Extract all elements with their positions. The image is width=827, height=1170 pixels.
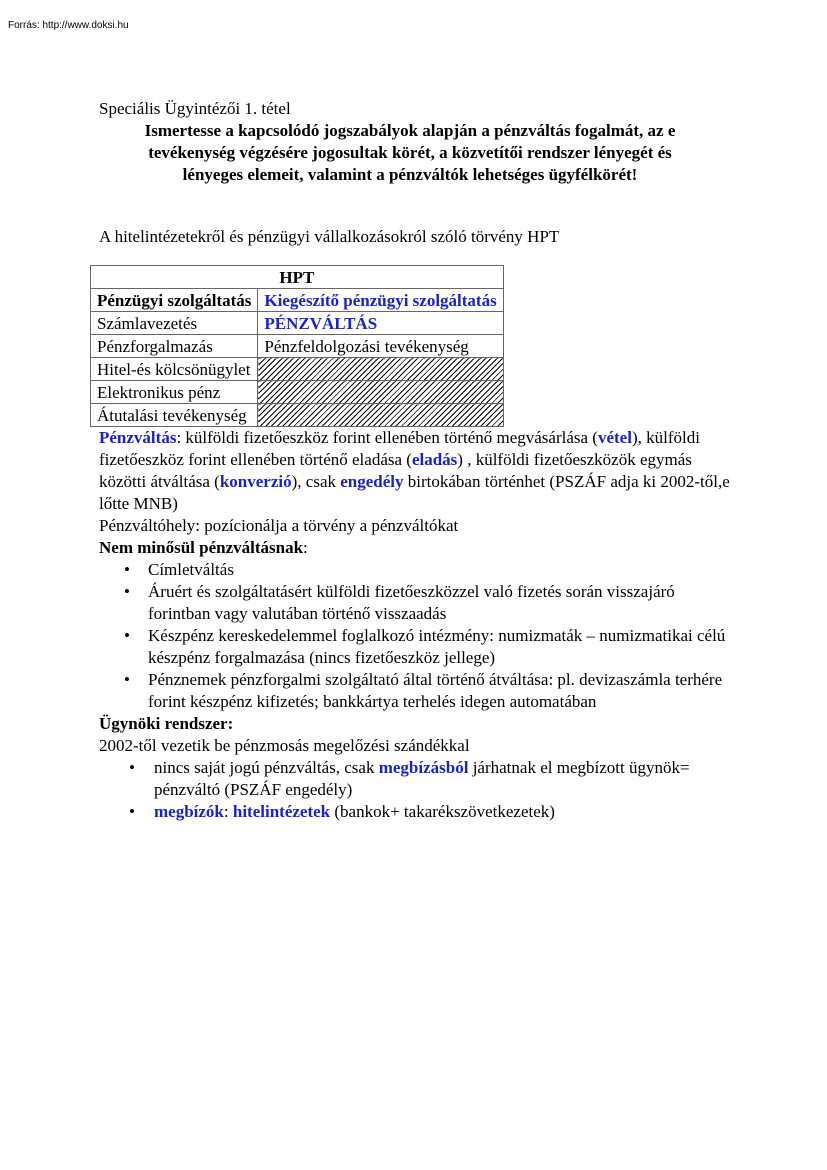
table-cell: Hitel-és kölcsönügylet <box>91 358 258 381</box>
keyword: eladás <box>411 450 458 469</box>
keyword: konverzió <box>219 472 292 491</box>
table-row <box>91 404 504 427</box>
table-title: HPT <box>91 266 504 289</box>
table-cell: Számlavezetés <box>91 312 258 335</box>
definition-paragraph <box>99 427 739 515</box>
list-item <box>124 559 739 581</box>
hatched-cell <box>258 358 503 381</box>
list-item-text: : <box>223 802 233 821</box>
list-item-text: járhatnak el megbízott ügynök= pénzváltó (PSZÁF engedély) <box>154 758 690 799</box>
heading-line: tevékenység végzésére jogosultak körét, a közvetítői rendszer lényegét és <box>148 143 672 162</box>
place-paragraph: Pénzváltóhely: pozícionálja a törvény a pénzváltókat <box>99 516 459 535</box>
bullet-icon: • <box>124 560 130 579</box>
table-header-cell: Pénzügyi szolgáltatás <box>91 289 258 312</box>
table-header-cell: Kiegészítő pénzügyi szolgáltatás <box>258 289 503 312</box>
keyword: engedély <box>340 472 404 491</box>
source-note: Forrás: http://www.doksi.hu <box>8 20 129 31</box>
table-row <box>91 358 504 381</box>
table-row <box>91 335 504 358</box>
table-cell: Pénzfeldolgozási tevékenység <box>258 335 503 358</box>
bullet-icon: • <box>124 626 130 645</box>
bullet-icon: • <box>129 758 135 777</box>
table-cell: Pénzforgalmazás <box>91 335 258 358</box>
agent-title: Ügynöki rendszer: <box>99 714 234 733</box>
section-title: Nem minősül pénzváltásnak <box>99 538 304 557</box>
heading-line: lényeges elemeit, valamint a pénzváltók lehetséges ügyfélkörét! <box>182 165 638 184</box>
hpt-table <box>90 265 504 427</box>
list-item <box>129 757 739 801</box>
table-row <box>91 381 504 404</box>
list-item-text: (bankok+ takarékszövetkezetek) <box>330 802 555 821</box>
keyword: megbízók <box>154 802 224 821</box>
document-page <box>99 98 739 823</box>
list-item <box>124 581 739 625</box>
list-item-text: Készpénz kereskedelemmel foglalkozó intézmény: numizmaták – numizmatikai célú készpénz forgalmazása (nincs fizetőeszköz jellege) <box>148 626 726 667</box>
list-item-text: Áruért és szolgáltatásért külföldi fizetőeszközzel való fizetés során visszajáró forintban vagy valutában történő visszaadás <box>148 582 675 623</box>
heading-line: Ismertesse a kapcsolódó jogszabályok alapján a pénzváltás fogalmát, az e <box>144 121 676 140</box>
list-item-text: nincs saját jogú pénzváltás, csak <box>154 758 379 777</box>
definition-term: Pénzváltás <box>99 428 177 447</box>
table-cell: PÉNZVÁLTÁS <box>258 312 503 335</box>
list-item <box>124 669 739 713</box>
keyword: hitelintézetek <box>232 802 331 821</box>
document-heading <box>99 120 721 186</box>
keyword: megbízásból <box>378 758 469 777</box>
hatched-cell <box>258 404 503 427</box>
table-cell: Átutalási tevékenység <box>91 404 258 427</box>
intro-text: A hitelintézetekről és pénzügyi vállalkozásokról szóló törvény HPT <box>99 227 560 246</box>
list-item-text: Pénznemek pénzforgalmi szolgáltató által történő átváltása: pl. devizaszámla terhére forint készpénz kifizetés; bankkártya terhelés idegen automatában <box>148 670 723 711</box>
section-heading <box>99 537 739 559</box>
definition-text: birtokában történhet (PSZÁF adja ki 2002-től,e lőtte MNB) <box>99 472 730 513</box>
document-subtitle: Speciális Ügyintézői 1. tétel <box>99 99 291 118</box>
exclusion-list <box>99 559 739 713</box>
agent-line: 2002-től vezetik be pénzmosás megelőzési szándékkal <box>99 736 470 755</box>
definition-text: ), csak <box>291 472 341 491</box>
bullet-icon: • <box>124 582 130 601</box>
hatched-cell <box>258 381 503 404</box>
table-row <box>91 312 504 335</box>
definition-text: ), külföldi fizetőeszköz forint ellenében történő eladása ( <box>99 428 700 469</box>
definition-text: ) , külföldi fizetőeszközök egymás közötti átváltása ( <box>99 450 692 491</box>
agent-list <box>99 757 739 823</box>
keyword: vétel <box>597 428 632 447</box>
bullet-icon: • <box>124 670 130 689</box>
list-item <box>124 625 739 669</box>
list-item <box>129 801 739 823</box>
list-item-text: Címletváltás <box>148 560 234 579</box>
section-colon: : <box>303 538 308 557</box>
bullet-icon: • <box>129 802 135 821</box>
table-cell: Elektronikus pénz <box>91 381 258 404</box>
definition-text: : külföldi fizetőeszköz forint ellenében történő megvásárlása ( <box>176 428 598 447</box>
